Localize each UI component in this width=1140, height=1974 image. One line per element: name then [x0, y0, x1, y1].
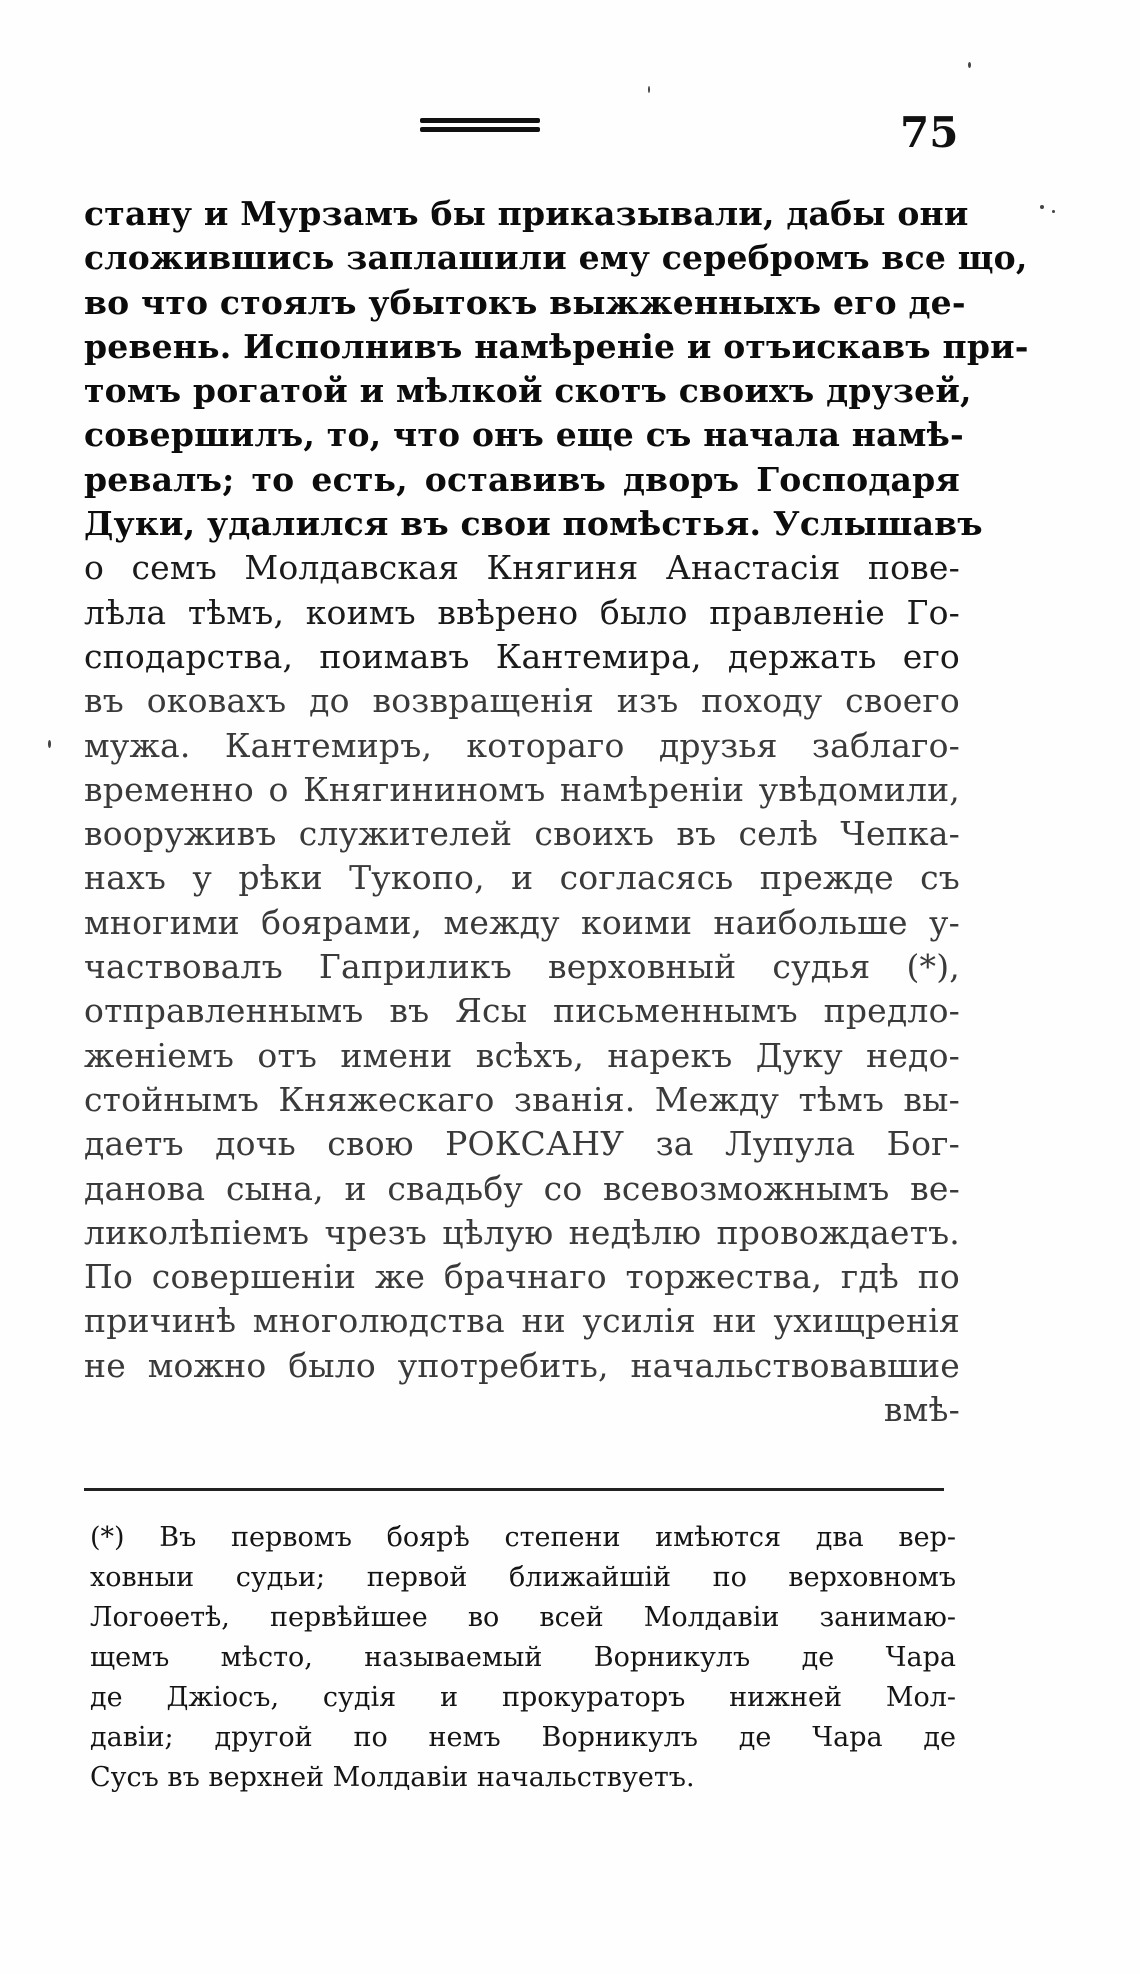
text-line: частвовалъ Гаприликъ верховный судья (*),: [84, 947, 960, 987]
footnote-line: давіи; другой по немъ Ворникулъ де Чара де: [90, 1722, 956, 1753]
footnote-line: щемъ мѣсто, называемый Ворникулъ де Чара: [90, 1642, 956, 1673]
ornament-rule: [420, 118, 540, 123]
text-line: женіемъ отъ имени всѣхъ, нарекъ Дуку недо-: [84, 1035, 960, 1075]
text-line: причинѣ многолюдства ни усилія ни ухищренія: [84, 1301, 960, 1341]
footnote: [90, 1518, 956, 1798]
text-line: лѣла тѣмъ, коимъ ввѣрено было правленie Го-: [84, 592, 960, 632]
text-line: о семъ Молдавская Княгиня Анастасія пове-: [84, 548, 960, 588]
text-line: во что стоялъ убытокъ выжженныхъ его де-: [84, 282, 966, 322]
footnote-line: (*) Въ первомъ боярѣ степени имѣются два вер-: [90, 1522, 956, 1553]
footnote-line: Сусъ въ верхней Молдавіи начальствуетъ.: [90, 1762, 695, 1793]
text-line: сложившись заплашили ему серебромъ все що,: [84, 238, 1028, 278]
scan-speck: [1040, 205, 1044, 209]
page-number: 75: [900, 108, 959, 157]
text-line: въ оковахъ до возвращенія изъ походу своего: [84, 681, 960, 721]
text-line: Дуки, удалился въ свои помѣстья. Услышавъ: [84, 504, 983, 544]
footnote-line: де Джіосъ, судія и прокураторъ нижней Мол-: [90, 1682, 956, 1713]
text-line: отправленнымъ въ Ясы письменнымъ предло-: [84, 991, 960, 1031]
footnote-line: Логоѳетѣ, первѣйшее во всей Молдавіи занимаю-: [90, 1602, 956, 1633]
text-line: По совершеніи же брачнаго торжества, гдѣ по: [84, 1257, 960, 1297]
text-line: вооруживъ служителей своихъ въ селѣ Чепка-: [84, 814, 960, 854]
scan-speck: [968, 62, 971, 68]
text-line: не можно было употребить, начальствовавшие: [84, 1345, 960, 1385]
header-ornament: [420, 118, 540, 140]
main-text: [84, 192, 1029, 1432]
text-line: мужа. Кантемиръ, котораго друзья заблаго-: [84, 725, 960, 765]
ornament-rule: [420, 127, 540, 132]
scan-speck: [1052, 210, 1055, 213]
scan-speck: [48, 740, 51, 748]
text-line: совершилъ, то, что онъ еще съ начала намѣ-: [84, 415, 964, 455]
text-line: ревалъ; то есть, оставивъ дворъ Господаря: [84, 459, 960, 499]
text-line: ликолѣпіемъ чрезъ цѣлую недѣлю провождаетъ.: [84, 1212, 960, 1252]
text-line: стойнымъ Княжескаго званія. Между тѣмъ вы-: [84, 1079, 960, 1119]
text-line: временно о Княгининомъ намѣреніи увѣдомили,: [84, 769, 960, 809]
catchword: вмѣ-: [883, 1390, 960, 1430]
text-line: нахъ у рѣки Тукопо, и согласясь прежде съ: [84, 858, 960, 898]
text-line: многими боярами, между коими наибольше у-: [84, 902, 960, 942]
text-line: ревень. Исполнивъ намѣренie и отъискавъ при-: [84, 326, 1029, 366]
text-line: данова сына, и свадьбу со всевозможнымъ ве-: [84, 1168, 960, 1208]
footnote-line: ховныи судьи; первой ближайшій по верховномъ: [90, 1562, 956, 1593]
scan-speck: [648, 86, 650, 93]
text-line: томъ рогатой и мѣлкой скотъ своихъ друзей,: [84, 371, 972, 411]
text-line: стану и Мурзамъ бы приказывали, дабы они: [84, 194, 969, 233]
text-line: даетъ дочь свою РОКСАНУ за Лупула Бог-: [84, 1124, 960, 1164]
text-line: сподарства, поимавъ Кантемира, держать его: [84, 636, 960, 676]
footnote-divider: [84, 1488, 944, 1491]
